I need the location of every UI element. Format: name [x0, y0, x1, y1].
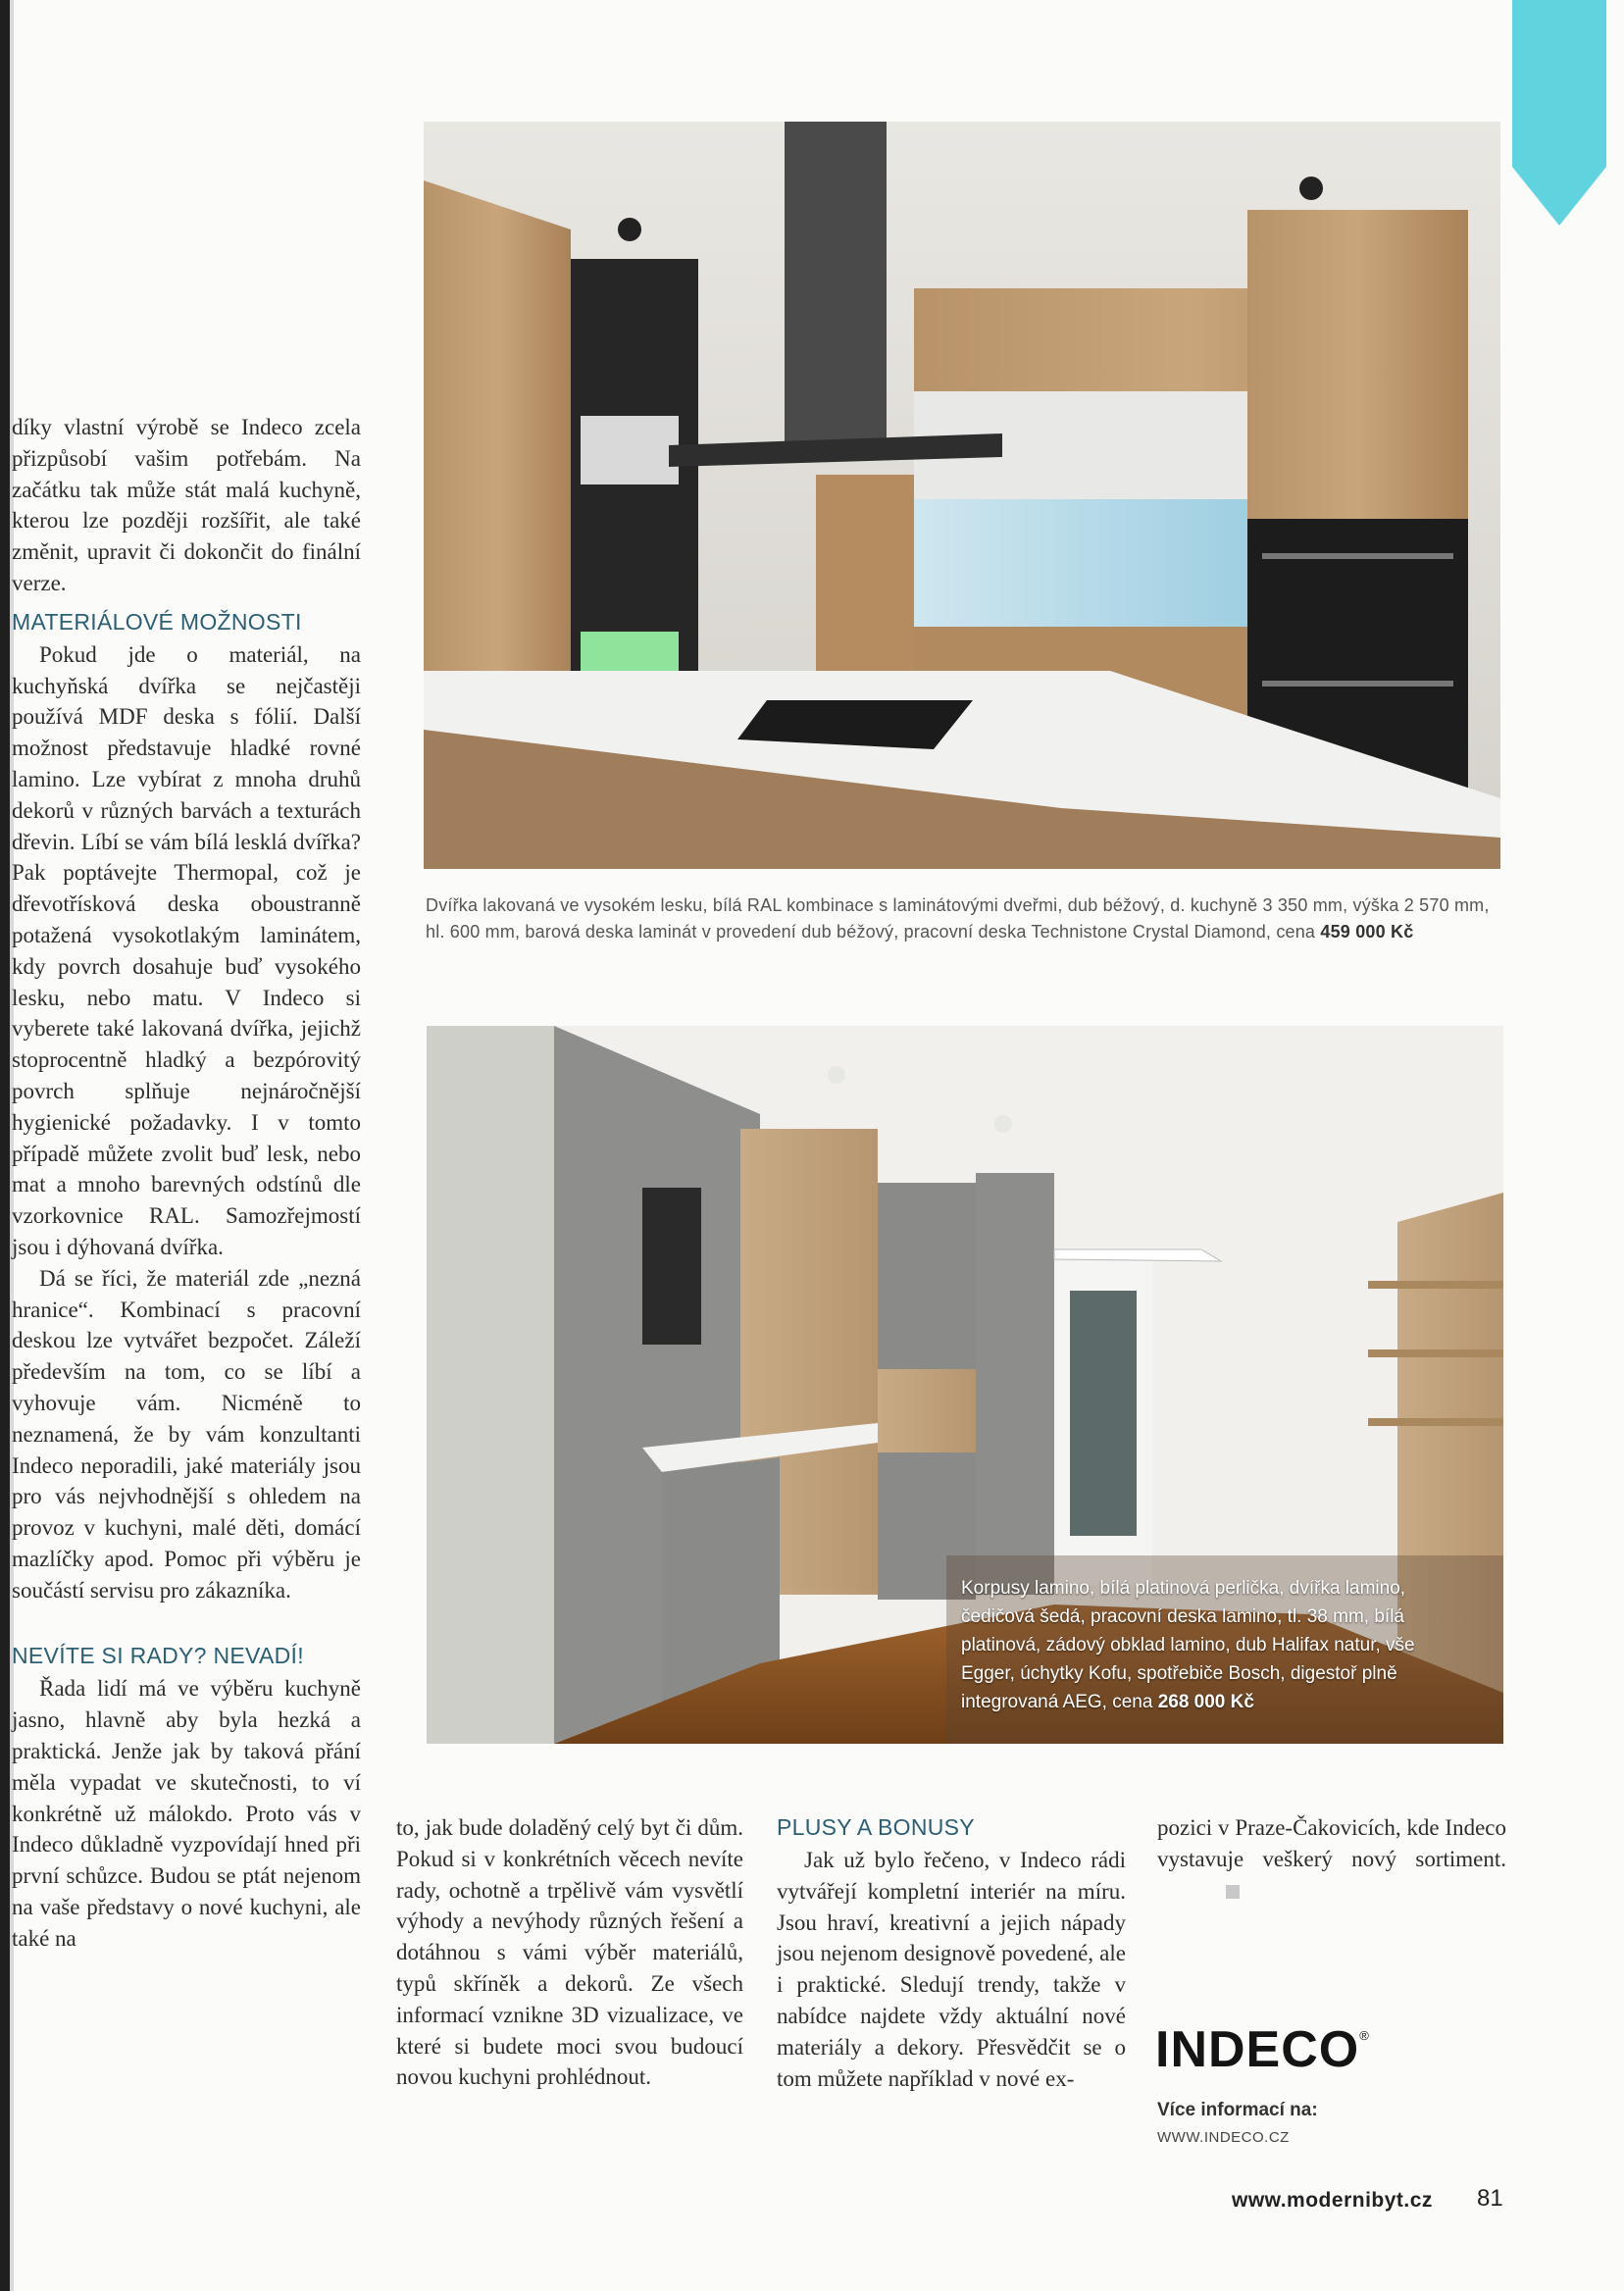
col4-paragraph — [1157, 1812, 1506, 1906]
photo-1-price: 459 000 Kč — [1320, 922, 1414, 942]
col2-paragraph: to, jak bude doladěný celý byt či dům. Pokud si v konkrétních věcech nevíte rady, ochotně a trpělivě vám vysvětlí výhody a nevýhody různých řešení a dotáhnou s vámi výběr materiálů, typů skříněk a dekorů. Ze všech informací vznikne 3D vizualizace, ve které si budete moci svou budoucí novou kuchyni prohlédnout. — [396, 1815, 743, 2090]
article-end-mark — [1226, 1885, 1240, 1899]
photo-2-caption — [961, 1574, 1471, 1716]
material-paragraph-1: Pokud jde o materiál, na kuchyňská dvířka se nejčastěji používá MDF deska s fólií. Další možnost představuje hladké rovné lamino. Lze vybírat z mnoha druhů dekorů v různých barvách a texturách dřevin. Líbí se vám bílá lesklá dvířka? Pak poptávejte Thermopal, což je dřevotřísková deska oboustranně potažená vysokotlakým laminátem, kdy povrch dosahuje buď vysokého lesku, nebo matu. V Indeco si vyberete také lakovaná dvířka, jejichž stoprocentně hladký a bezpórovitý povrch splňuje nejnáročnější hygienické požadavky. I v tomto případě můžete zvolit buď lesk, nebo mat a mnoho barevných odstínů dle vzorkovnice RAL. Samozřejmostí jsou i dýhovaná dvířka. — [12, 641, 361, 1259]
more-info-url[interactable]: WWW.INDECO.CZ — [1157, 2129, 1290, 2146]
logo-text: INDECO — [1155, 2021, 1360, 2078]
page-spine — [0, 0, 10, 2291]
column-3 — [777, 1812, 1126, 2094]
footer-website[interactable]: www.modernibyt.cz — [1232, 2189, 1433, 2212]
page-number: 81 — [1477, 2185, 1503, 2212]
more-info — [1157, 2097, 1318, 2152]
photo-2-price: 268 000 Kč — [1157, 1692, 1254, 1712]
heading-pluses-bonuses: PLUSY A BONUSY — [777, 1814, 975, 1840]
more-info-label: Více informací na: — [1157, 2100, 1318, 2120]
registered-mark: ® — [1359, 2028, 1370, 2043]
advice-paragraph: Řada lidí má ve výběru kuchyně jasno, hlavně aby byla hezká a praktická. Jenže jak by taková přání měla vypadat ve skutečnosti, to ví konkrétně už málokdo. Proto vás v Indeco důkladně vyzpovídají hned při první schůzce. Budou se ptát nejenom na vaše představy o nové kuchyni, ale také na — [12, 1676, 361, 1951]
section-tab-marker — [1512, 0, 1606, 226]
tab-chevron-shape — [1512, 0, 1606, 226]
indeco-logo — [1155, 2020, 1370, 2079]
column-4 — [1157, 1812, 1506, 1906]
kitchen-photo-1 — [424, 122, 1500, 869]
col4-paragraph-text: pozici v Praze-Čakovicích, kde Indeco vystavuje veškerý nový sortiment. — [1157, 1815, 1506, 1871]
intro-paragraph: díky vlastní výrobě se Indeco zcela přizpůsobí vašim potřebám. Na začátku tak může stát malá kuchyně, kterou lze později rozšířit, ale také změnit, upravit či dokončit do finální verze. — [12, 415, 361, 595]
photo-1-caption — [426, 892, 1495, 945]
material-paragraph-2: Dá se říci, že materiál zde „nezná hranice“. Kombinací s pracovní deskou lze vytvářet bezpočet. Záleží především na tom, co se líbí a vyhovuje vám. Nicméně to neznamená, že by vám konzultanti Indeco neporadili, jaké materiály jsou pro vás nejvhodnější s ohledem na provoz v kuchyni, malé děti, domácí mazlíčky apod. Pomoc při výběru je součástí servisu pro zákazníka. — [12, 1265, 361, 1603]
heading-material-options: MATERIÁLOVÉ MOŽNOSTI — [12, 608, 302, 635]
column-2 — [396, 1812, 743, 2093]
col3-paragraph: Jak už bylo řečeno, v Indeco rádi vytvářejí kompletní interiér na míru. Jsou hraví, kreativní a jejich nápady jsou nejenom designově povedené, ale i praktické. Sledují trendy, takže v nabídce najdete vždy aktuální nové materiály a dekory. Přesvědčit se o tom můžete například v nové ex- — [777, 1848, 1126, 2091]
photo-2-caption-text: Korpusy lamino, bílá platinová perlička, dvířka lamino, čedičová šedá, pracovní deska lamino, tl. 38 mm, bílá platinová, zádový obklad lamino, dub Halifax natur, vše Egger, úchytky Kofu, spotřebiče Bosch, digestoř plně integrovaná AEG, cena — [961, 1578, 1415, 1712]
kitchen-photo-1-illustration — [424, 122, 1500, 869]
left-column — [12, 412, 361, 1955]
heading-need-advice: NEVÍTE SI RADY? NEVADÍ! — [12, 1643, 304, 1669]
photo-1-caption-text: Dvířka lakovaná ve vysokém lesku, bílá RAL kombinace s laminátovými dveřmi, dub béžový, d. kuchyně 3 350 mm, výška 2 570 mm, hl. 600 mm, barová deska laminát v provedení dub béžový, pracovní deska Technistone Crystal Diamond, cena — [426, 895, 1490, 942]
